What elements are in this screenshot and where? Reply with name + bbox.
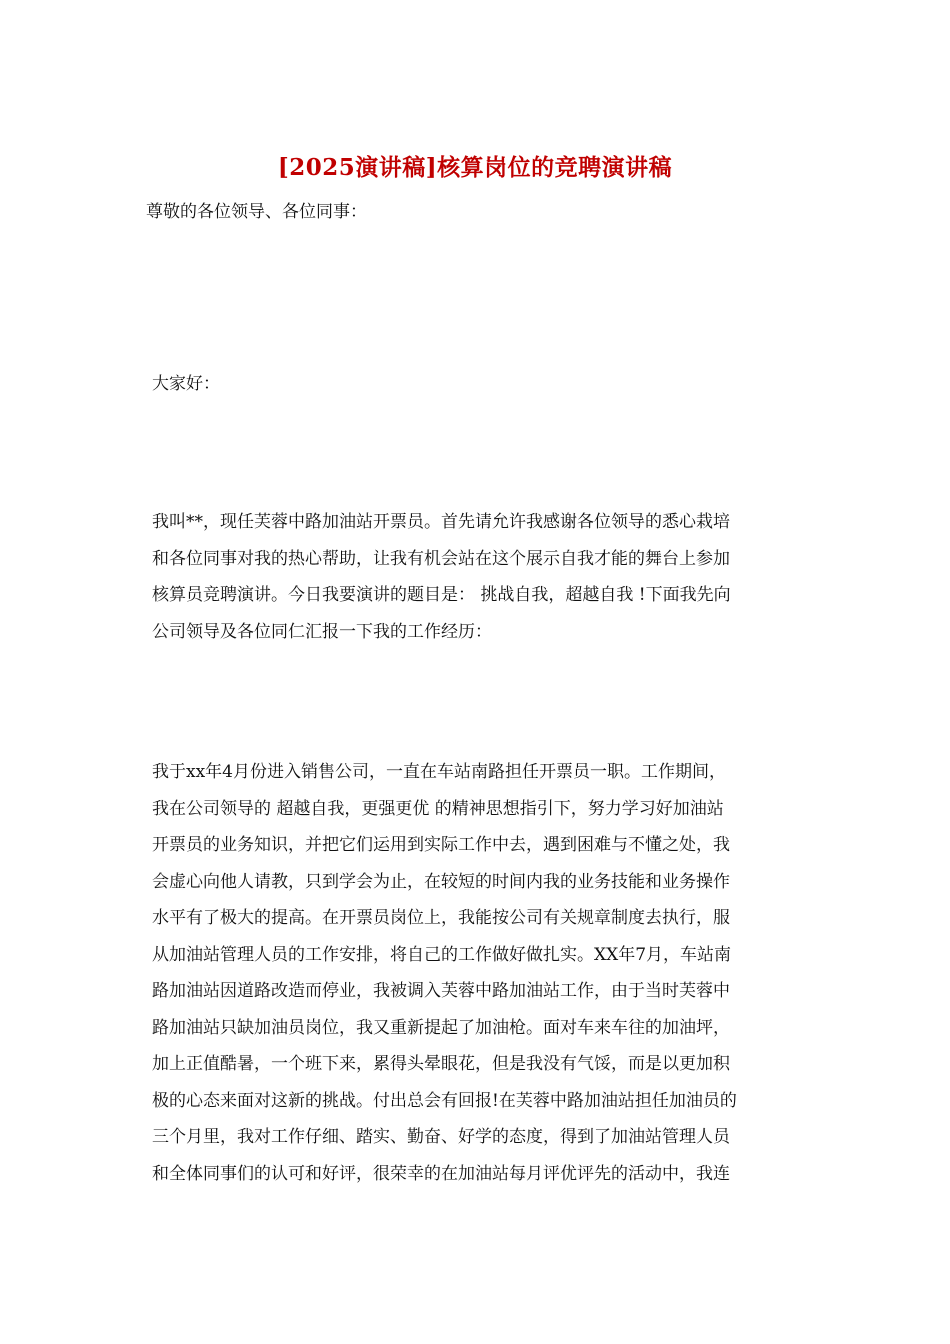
paragraph-line: 从加油站管理人员的工作安排，将自己的工作做好做扎实。XX年7月，车站南 [152,944,732,965]
paragraph-intro [146,504,806,650]
paragraph-line: 三个月里，我对工作仔细、踏实、勤奋、好学的态度，得到了加油站管理人员 [152,1127,730,1147]
paragraph-line: 我于xx年4月份进入销售公司，一直在车站南路担任开票员一职。工作期间， [152,762,726,782]
document-title: [2025演讲稿]核算岗位的竞聘演讲稿 [277,154,673,181]
paragraph-experience [146,754,806,1192]
paragraph-line: 路加油站因道路改造而停业，我被调入芙蓉中路加油站工作，由于当时芙蓉中 [152,981,730,1001]
greeting: 大家好： [152,374,220,394]
paragraph-line: 公司领导及各位同仁汇报一下我的工作经历： [152,621,492,642]
salutation: 尊敬的各位领导、各位同事： [146,202,367,222]
paragraph-line: 加上正值酷暑，一个班下来，累得头晕眼花，但是我没有气馁，而是以更加积 [152,1054,730,1074]
paragraph-line: 极的心态来面对这新的挑战。付出总会有回报!在芙蓉中路加油站担任加油员的 [152,1090,737,1111]
paragraph-line: 我叫**，现任芙蓉中路加油站开票员。首先请允许我感谢各位领导的悉心栽培 [152,512,730,532]
paragraph-line: 和全体同事们的认可和好评，很荣幸的在加油站每月评优评先的活动中，我连 [152,1163,730,1184]
paragraph-line: 我在公司领导的 超越自我，更强更优 的精神思想指引下，努力学习好加油站 [152,798,724,819]
paragraph-line: 核算员竞聘演讲。今日我要演讲的题目是： 挑战自我，超越自我 !下面我先向 [152,585,731,605]
paragraph-line: 开票员的业务知识，并把它们运用到实际工作中去，遇到困难与不懂之处，我 [152,835,730,855]
paragraph-line: 会虚心向他人请教，只到学会为止，在较短的时间内我的业务技能和业务操作 [152,871,730,892]
paragraph-line: 和各位同事对我的热心帮助，让我有机会站在这个展示自我才能的舞台上参加 [152,548,730,569]
paragraph-line: 水平有了极大的提高。在开票员岗位上，我能按公司有关规章制度去执行，服 [152,908,730,928]
paragraph-line: 路加油站只缺加油员岗位，我又重新提起了加油枪。面对车来车往的加油坪， [152,1017,730,1038]
